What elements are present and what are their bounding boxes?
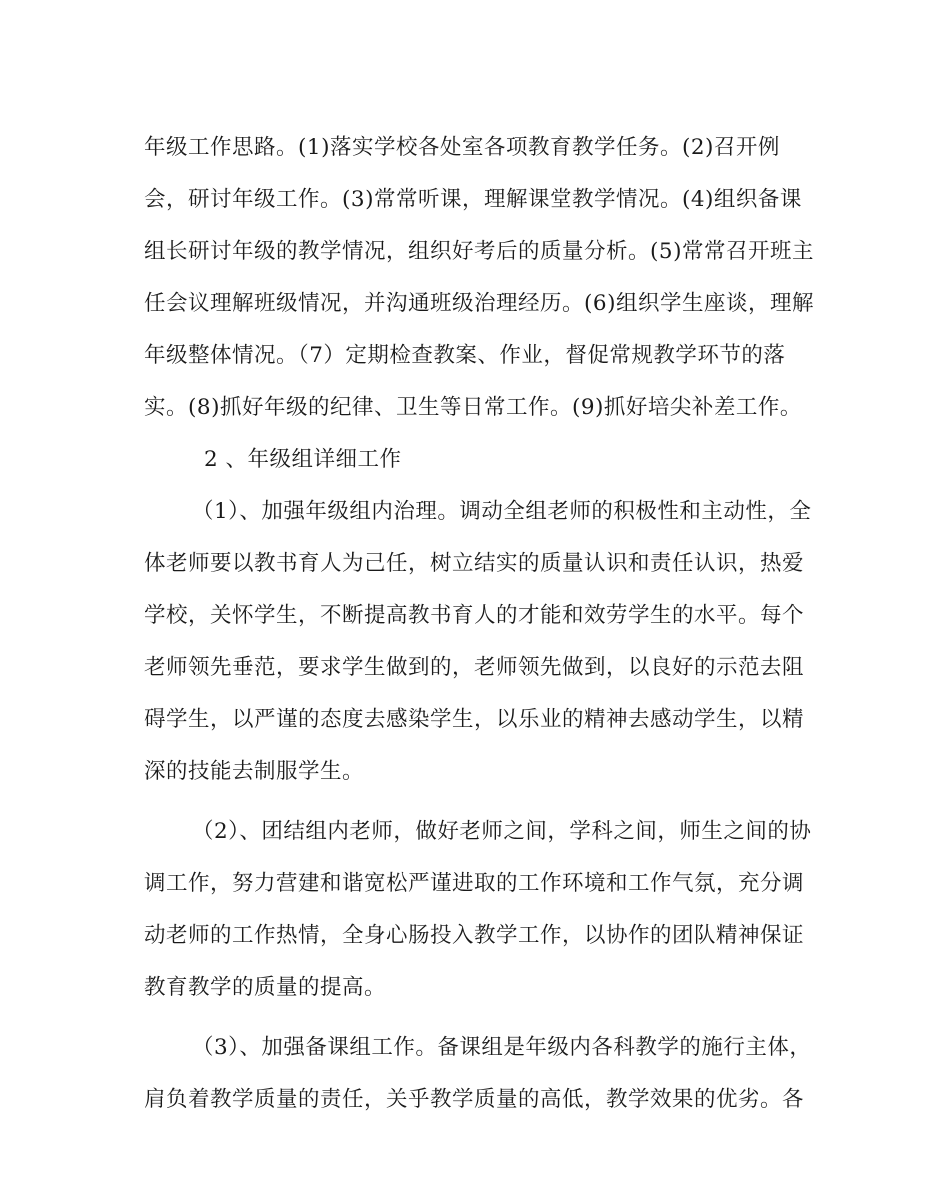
text-line-14: （2）、团结组内老师，做好老师之间，学科之间，师生之间的协 xyxy=(192,819,812,844)
text-line-11: 老师领先垂范，要求学生做到的，老师领先做到，以良好的示范去阻 xyxy=(144,655,805,680)
text-line-6: 实。(8)抓好年级的纪律、卫生等日常工作。(9)抓好培尖补差工作。 xyxy=(144,395,802,420)
text-line-10: 学校，关怀学生，不断提高教书育人的才能和效劳学生的水平。每个 xyxy=(144,603,805,628)
text-line-12: 碍学生，以严谨的态度去感染学生，以乐业的精神去感动学生，以精 xyxy=(144,707,805,732)
section-heading: 2 、年级组详细工作 xyxy=(204,447,402,472)
text-line-15: 调工作，努力营建和谐宽松严谨进取的工作环境和工作气氛，充分调 xyxy=(144,871,805,896)
text-line-16: 动老师的工作热情，全身心肠投入教学工作，以协作的团队精神保证 xyxy=(144,923,805,948)
text-line-18: （3）、加强备课组工作。备课组是年级内各科教学的施行主体， xyxy=(192,1035,812,1060)
text-line-17: 教育教学的质量的提高。 xyxy=(144,975,387,1000)
text-line-4: 任会议理解班级情况，并沟通班级治理经历。(6)组织学生座谈，理解 xyxy=(144,291,814,316)
text-line-5: 年级整体情况。（7）定期检查教案、作业，督促常规教学环节的落 xyxy=(144,343,786,368)
text-line-8: （1）、加强年级组内治理。调动全组老师的积极性和主动性，全 xyxy=(192,499,812,524)
text-line-3: 组长研讨年级的教学情况，组织好考后的质量分析。(5)常常召开班主 xyxy=(144,239,814,264)
text-line-1: 年级工作思路。(1)落实学校各处室各项教育教学任务。(2)召开例 xyxy=(144,135,780,160)
text-line-19: 肩负着教学质量的责任，关乎教学质量的高低，教学效果的优劣。各 xyxy=(144,1087,805,1112)
text-line-2: 会，研讨年级工作。(3)常常听课，理解课堂教学情况。(4)组织备课 xyxy=(144,187,802,212)
text-line-9: 体老师要以教书育人为己任，树立结实的质量认识和责任认识，热爱 xyxy=(144,551,805,576)
text-line-13: 深的技能去制服学生。 xyxy=(144,759,365,784)
